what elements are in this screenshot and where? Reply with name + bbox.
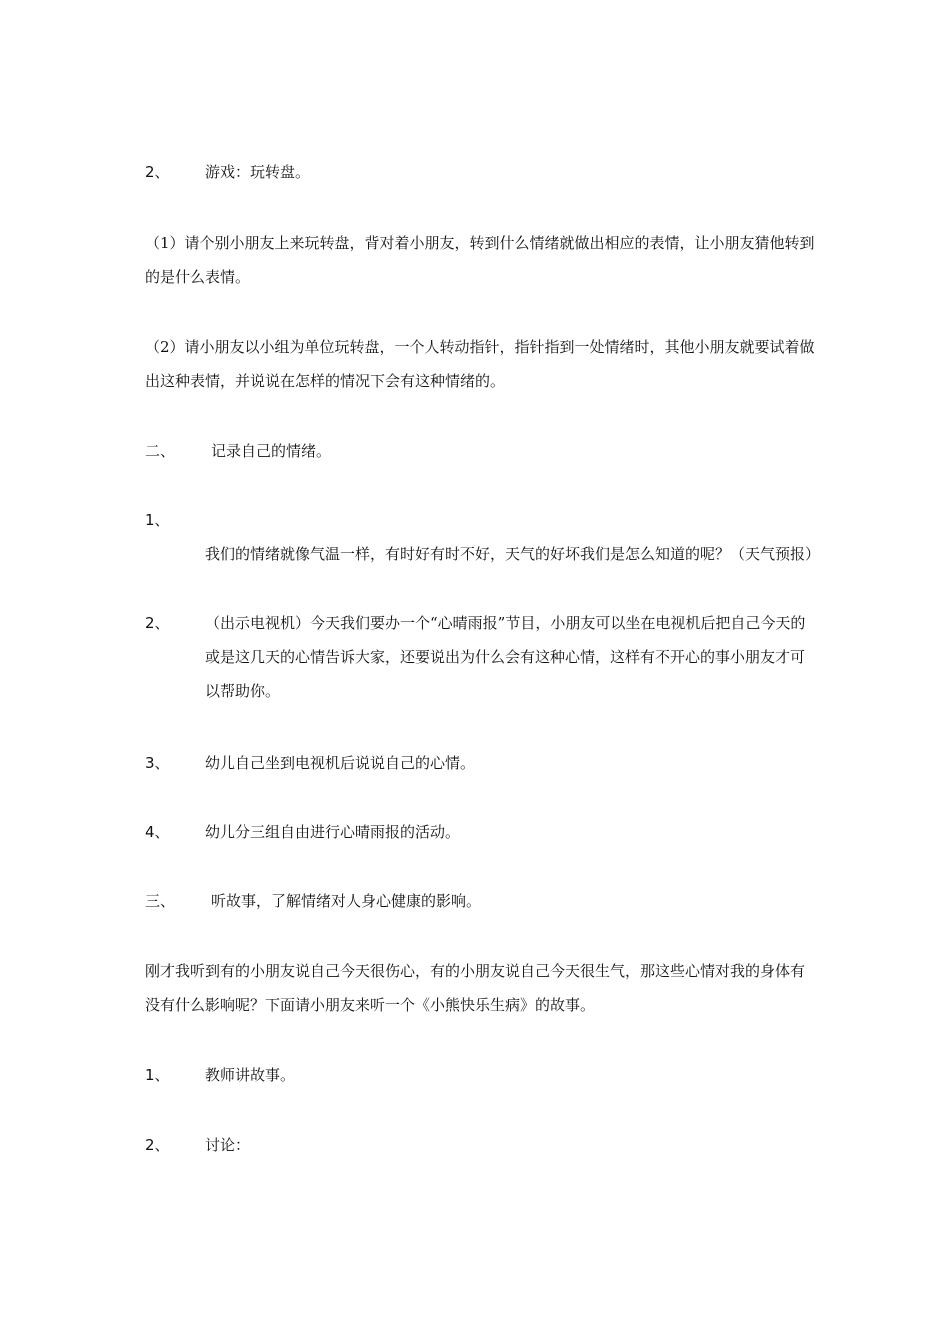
- heading-text: 记录自己的情绪。: [211, 442, 332, 460]
- list-text: 游戏：玩转盘。: [205, 163, 311, 181]
- heading-number: 三、: [145, 892, 176, 910]
- list-number: 2、: [145, 1136, 170, 1154]
- list-text: （出示电视机）今天我们要办一个“心晴雨报”节目，小朋友可以坐在电视机后把自己今天的或是这几天的心情告诉大家，还要说出为什么会有这种心情，这样有不开心的事小朋友才可以帮助你。: [205, 614, 806, 700]
- section-heading-3: [145, 884, 815, 918]
- list-item-discuss: [145, 1128, 815, 1162]
- heading-number: 二、: [145, 442, 176, 460]
- list-number: 3、: [145, 754, 170, 772]
- list-number: 4、: [145, 823, 170, 841]
- list-number: 1、: [145, 511, 170, 529]
- list-number: 1、: [145, 1066, 170, 1084]
- list-item-story: [145, 1058, 815, 1092]
- list-item-weather: [145, 503, 821, 571]
- list-item-3: [145, 746, 815, 780]
- list-text: 讨论：: [205, 1136, 251, 1154]
- list-text: 幼儿分三组自由进行心晴雨报的活动。: [205, 823, 461, 841]
- paragraph-story-intro: 刚才我听到有的小朋友说自己今天很伤心，有的小朋友说自己今天很生气，那这些心情对我的身体有没有什么影响呢？下面请小朋友来听一个《小熊快乐生病》的故事。: [145, 962, 806, 1014]
- list-item-4: [145, 815, 815, 849]
- list-item-tv: [145, 606, 815, 708]
- list-item-game: [145, 155, 815, 189]
- heading-text: 听故事，了解情绪对人身心健康的影响。: [211, 892, 482, 910]
- list-number: 2、: [145, 614, 170, 632]
- paragraph-spin-individual: （1）请个别小朋友上来玩转盘，背对着小朋友，转到什么情绪就做出相应的表情，让小朋友猜他转到的是什么表情。: [145, 234, 815, 286]
- paragraph-spin-group: （2）请小朋友以小组为单位玩转盘，一个人转动指针，指针指到一处情绪时，其他小朋友就要试着做出这种表情，并说说在怎样的情况下会有这种情绪的。: [145, 338, 815, 390]
- section-heading-2: [145, 434, 815, 468]
- list-text: 教师讲故事。: [205, 1066, 296, 1084]
- list-number: 2、: [145, 163, 170, 181]
- list-text: 幼儿自己坐到电视机后说说自己的心情。: [205, 754, 476, 772]
- list-text: 我们的情绪就像气温一样，有时好有时不好，天气的好坏我们是怎么知道的呢？（天气预报）: [205, 545, 821, 563]
